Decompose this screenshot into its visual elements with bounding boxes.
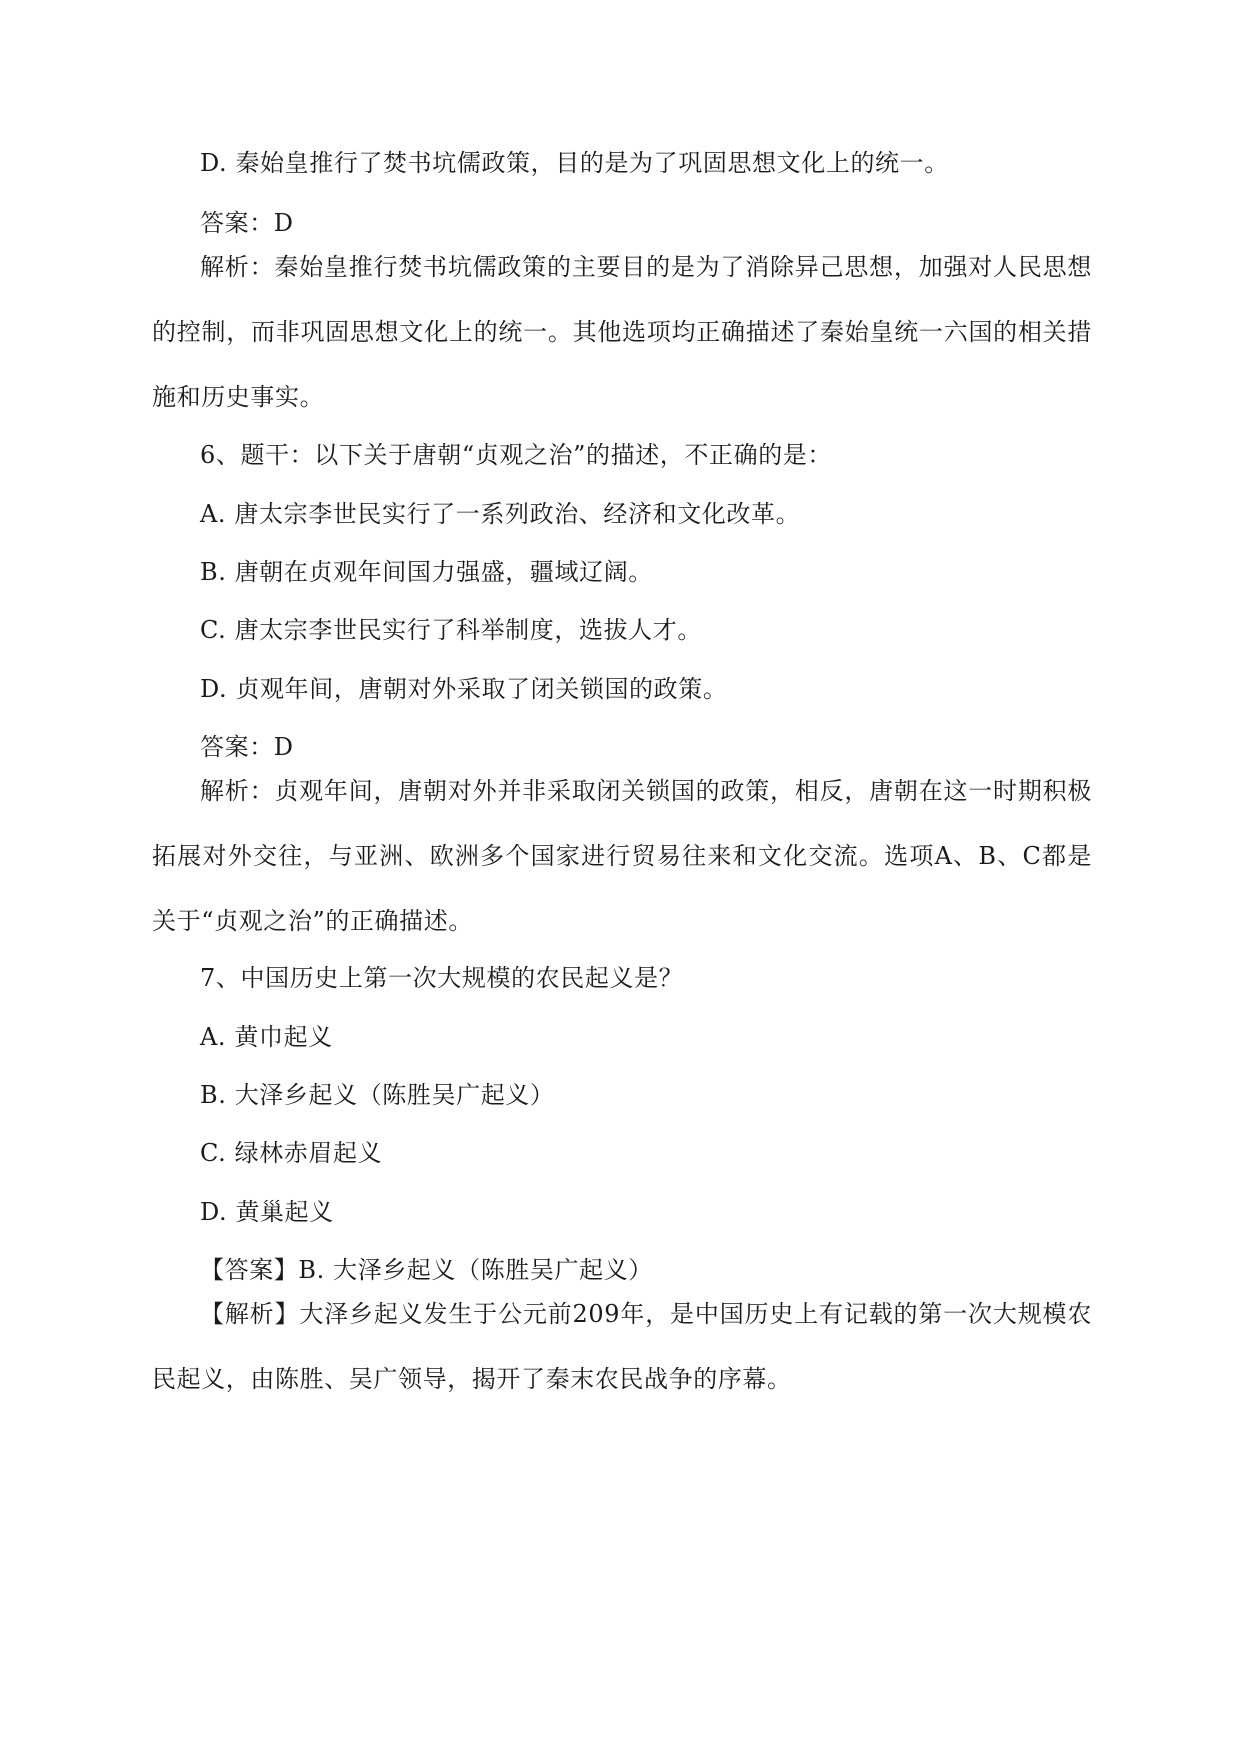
q7-option-a: A. 黄巾起义 [200,1023,333,1051]
q5-option-d: D. 秦始皇推行了焚书坑儒政策，目的是为了巩固思想文化上的统一。 [200,149,949,177]
q7-answer: 【答案】B. 大泽乡起义（陈胜吴广起义） [200,1256,653,1284]
q7-stem: 7、中国历史上第一次大规模的农民起义是？ [200,964,684,992]
q7-option-b: B. 大泽乡起义（陈胜吴广起义） [200,1081,555,1109]
q6-option-c: C. 唐太宗李世民实行了科举制度，选拔人才。 [200,616,702,644]
q6-analysis: 解析：贞观年间，唐朝对外并非采取闭关锁国的政策，相反，唐朝在这一时期积极拓展对外交往，与亚洲、欧洲多个国家进行贸易往来和文化交流。选项A、B、C都是关于“贞观之治”的正确描述。 [152,777,1092,935]
q6-option-b: B. 唐朝在贞观年间国力强盛，疆域辽阔。 [200,558,653,586]
q7-analysis: 【解析】大泽乡起义发生于公元前209年，是中国历史上有记载的第一次大规模农民起义，由陈胜、吴广领导，揭开了秦末农民战争的序幕。 [152,1300,1092,1393]
q7-option-d: D. 黄巢起义 [200,1198,334,1226]
q5-analysis: 解析：秦始皇推行焚书坑儒政策的主要目的是为了消除异己思想，加强对人民思想的控制，而非巩固思想文化上的统一。其他选项均正确描述了秦始皇统一六国的相关措施和历史事实。 [152,253,1092,411]
q7-option-c: C. 绿林赤眉起义 [200,1139,383,1167]
q6-answer: 答案：D [200,733,294,761]
q5-answer: 答案：D [200,209,294,237]
q6-option-a: A. 唐太宗李世民实行了一系列政治、经济和文化改革。 [200,500,801,528]
q6-option-d: D. 贞观年间，唐朝对外采取了闭关锁国的政策。 [200,675,728,703]
q6-stem: 6、题干：以下关于唐朝“贞观之治”的描述，不正确的是： [200,441,833,469]
